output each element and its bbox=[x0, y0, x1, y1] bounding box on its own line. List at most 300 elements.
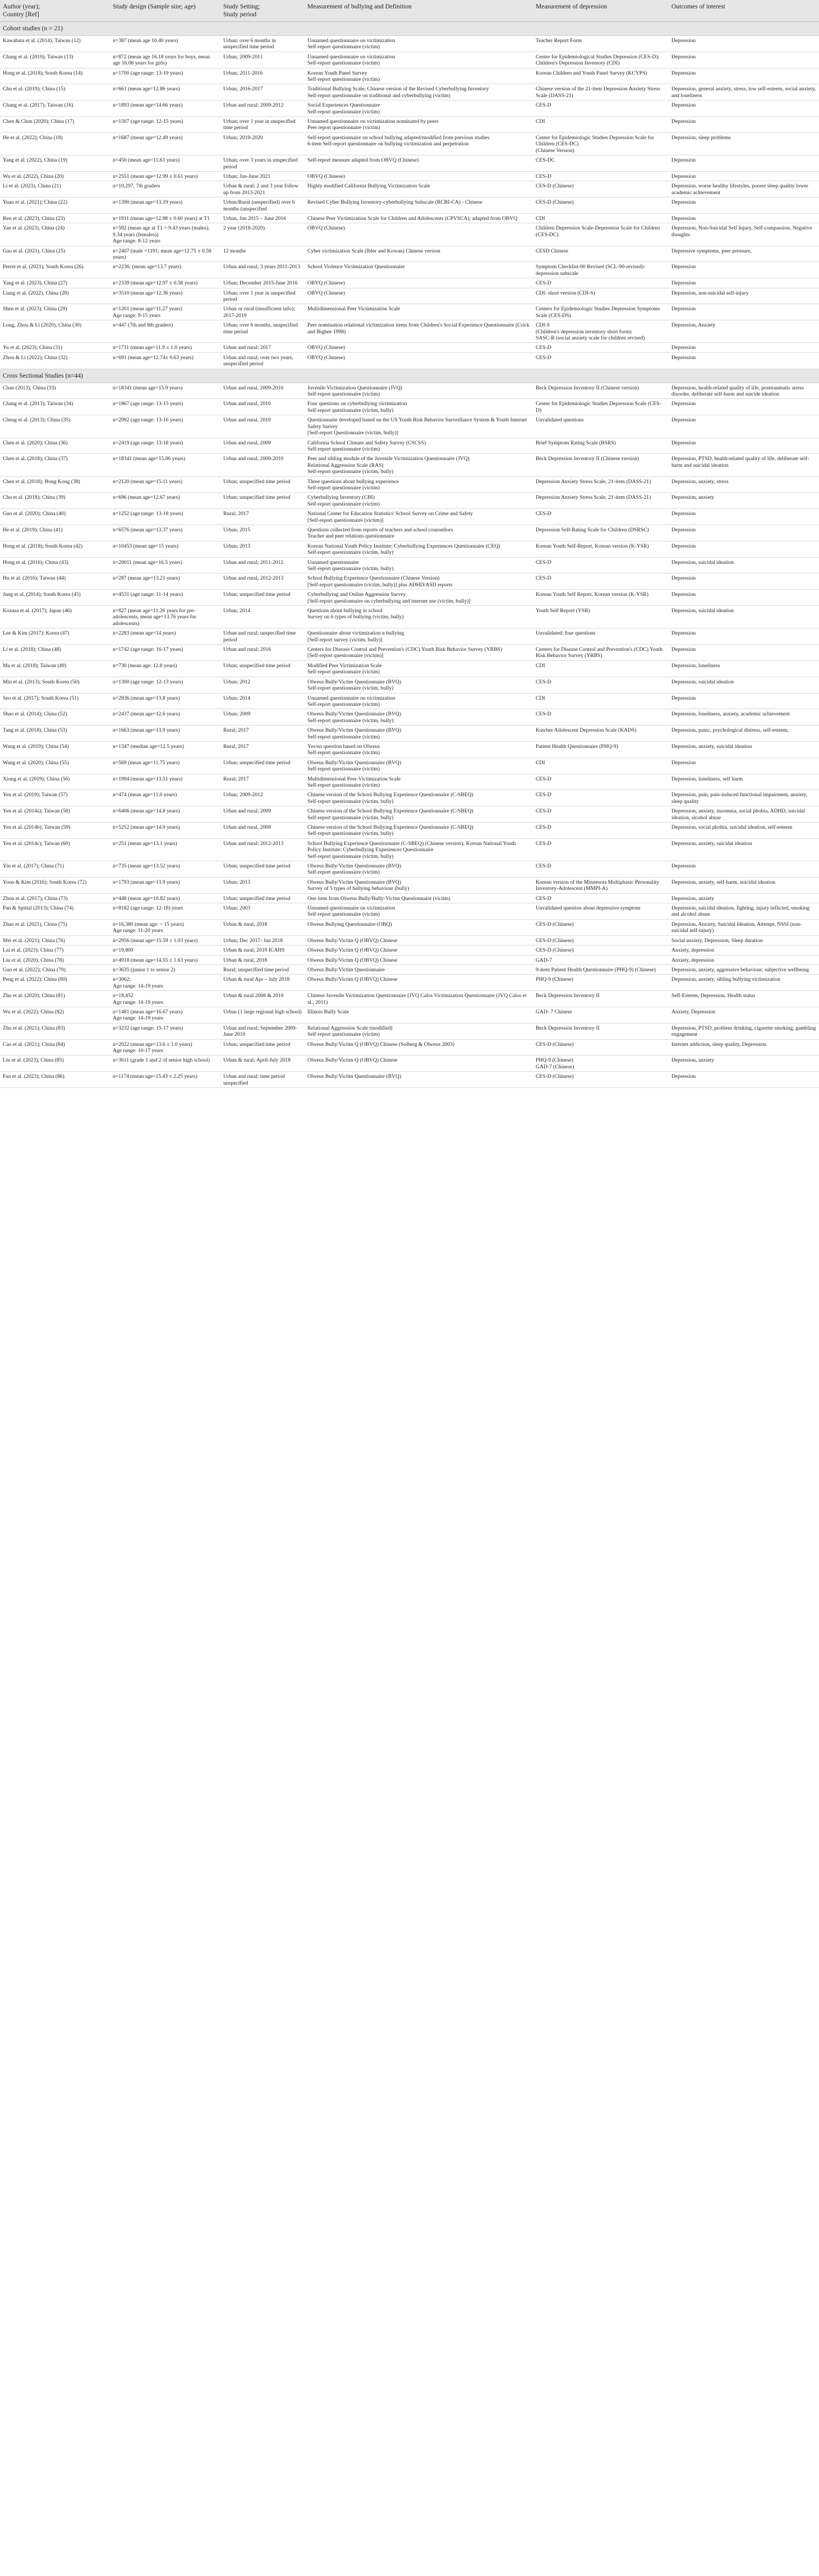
cell-outcomes: Depression, anxiety, self-harm, suicidal ideation bbox=[669, 877, 819, 893]
table-row bbox=[0, 645, 819, 661]
cell-bullying-measure: Juvenile Victimization Questionnaire (JVQ) Self-report questionnaire (victim) bbox=[305, 383, 533, 399]
cell-depression-measure: Center for Epidemiological Studies Depression (CES-D); Children's Depression Inventory (CDI) bbox=[533, 52, 669, 68]
cell-depression-measure: CDI bbox=[533, 117, 669, 133]
cell-depression-measure: CDI bbox=[533, 213, 669, 223]
cell-study-setting: Urban; 2012 bbox=[220, 677, 305, 693]
cell-author: Cao et al. (2021); China (84) bbox=[0, 1039, 110, 1055]
cell-bullying-measure: Cyber victimization Scale (Ibler and Kowan) Chinese version bbox=[305, 246, 533, 262]
cell-study-design: n=4918 (mean age=14.55 ± 1.63 years) bbox=[110, 955, 220, 965]
cell-outcomes: Depression bbox=[669, 573, 819, 590]
cell-depression-measure: Symptom Checklist-90 Revised (SCL-90-revised)-depression subscale bbox=[533, 262, 669, 278]
cell-outcomes: Depression bbox=[669, 541, 819, 557]
cell-study-setting: Rural; 2017 bbox=[220, 509, 305, 525]
cell-bullying-measure: Olweus Bully/Victim Q (OBVQ) Chinese bbox=[305, 975, 533, 991]
cell-author: Li et al. (2018); China (48) bbox=[0, 645, 110, 661]
cell-author: Liu et al. (2020); China (78) bbox=[0, 955, 110, 965]
table-row bbox=[0, 965, 819, 974]
cell-study-design: n=1700 (age range: 13-19 years) bbox=[110, 68, 220, 84]
cell-depression-measure: Unvalidated questions bbox=[533, 415, 669, 438]
cell-study-design: n=1687 (mean age=12.49 years) bbox=[110, 132, 220, 155]
table-row bbox=[0, 806, 819, 823]
cell-depression-measure: CES-D bbox=[533, 278, 669, 288]
cell-author: Pan & Spittal (2013); China (74) bbox=[0, 903, 110, 920]
cell-study-setting: Urban & rural, 2018 bbox=[220, 919, 305, 935]
cell-study-design: n=2120 (mean age=15.11 years) bbox=[110, 476, 220, 493]
cell-author: Chu et al. (2019); China (15) bbox=[0, 84, 110, 100]
cell-study-setting: Urban and rural, 2009-2010 bbox=[220, 454, 305, 476]
table-row bbox=[0, 1007, 819, 1023]
table-row bbox=[0, 741, 819, 757]
cell-study-setting: Urban; unspecified time period bbox=[220, 590, 305, 606]
cell-bullying-measure: Olweus Bully/Victim Q (OBVQ) Chinese bbox=[305, 1055, 533, 1072]
cell-study-setting: Urban; unspecified time period bbox=[220, 757, 305, 774]
cell-depression-measure: CDI bbox=[533, 660, 669, 677]
cell-depression-measure: CES-D bbox=[533, 557, 669, 573]
table-row bbox=[0, 132, 819, 155]
studies-table bbox=[0, 0, 819, 1088]
cell-outcomes: Depression bbox=[669, 278, 819, 288]
cell-study-setting: Urban; 2003 bbox=[220, 903, 305, 920]
table-row bbox=[0, 213, 819, 223]
cell-author: Lai et al. (2023); China (77) bbox=[0, 945, 110, 955]
cell-depression-measure: Unvalidated: four questions bbox=[533, 628, 669, 645]
cell-author: Yang et al. (2023), China (27) bbox=[0, 278, 110, 288]
cell-outcomes: Depression, anxiety bbox=[669, 893, 819, 903]
table-row bbox=[0, 399, 819, 415]
cell-bullying-measure: Peer and sibling module of the Juvenile Victimization Questionnaire (JVQ) Relational Aggression Scale (RAS) Self-report questionnaire (victim, bully) bbox=[305, 454, 533, 476]
cell-author: Ma et al. (2018); Taiwan (49) bbox=[0, 660, 110, 677]
cell-author: Min et al. (2013); South Korea (50) bbox=[0, 677, 110, 693]
cell-outcomes: Depression bbox=[669, 52, 819, 68]
cell-outcomes: Depression bbox=[669, 343, 819, 352]
table-row bbox=[0, 893, 819, 903]
cell-study-setting: Urban; unspecified time period bbox=[220, 493, 305, 509]
cell-study-design: n=2437 (mean age=12.6 years) bbox=[110, 709, 220, 725]
cell-study-setting: Urban; over 6 months in unspecified time period bbox=[220, 36, 305, 52]
cell-outcomes: Depression bbox=[669, 68, 819, 84]
table-body bbox=[0, 22, 819, 1088]
cell-outcomes: Depression, general anxiety, stress, low self-esteem, social anxiety, and loneliness bbox=[669, 84, 819, 100]
header-bullying-measure: Measurement of bullying and Definition bbox=[305, 0, 533, 22]
cell-bullying-measure: OBVQ (Chinese) bbox=[305, 288, 533, 304]
cell-study-setting: Urban/Rural (unspecified) over 6 months (unspecified bbox=[220, 198, 305, 214]
cell-bullying-measure: Olweus Bully/Victim Q (OBVQ) Chinese (Solberg & Olweus 2003) bbox=[305, 1039, 533, 1055]
cell-study-design: n=19,809 bbox=[110, 945, 220, 955]
header-depression-measure: Measurement of depression bbox=[533, 0, 669, 22]
cell-author: Chen et al. (2020); China (36) bbox=[0, 438, 110, 454]
section-row bbox=[0, 369, 819, 383]
cell-study-design: n=661 (mean age=12.86 years) bbox=[110, 84, 220, 100]
cell-author: Lee & Kim (2017); Korea (47) bbox=[0, 628, 110, 645]
cell-depression-measure: CES-D bbox=[533, 677, 669, 693]
table-row bbox=[0, 945, 819, 955]
cell-author: Gao et al. (2021), China (25) bbox=[0, 246, 110, 262]
cell-author: He et al. (2019); China (41) bbox=[0, 525, 110, 541]
cell-bullying-measure: Self-report questionnaire on school bullying adapted/modified from previous studies 6-item Self-report questionnaire on bullying victimization and perpetration bbox=[305, 132, 533, 155]
cell-author: Chang et al. (2019); Taiwan (13) bbox=[0, 52, 110, 68]
cell-outcomes: Depression bbox=[669, 438, 819, 454]
cell-bullying-measure: Questions about bullying in school Survey on 6 types of bullying (victim, bully) bbox=[305, 606, 533, 628]
cell-bullying-measure: OBVQ (Chinese) bbox=[305, 171, 533, 181]
cell-study-setting: Urban; December 2015-June 2016 bbox=[220, 278, 305, 288]
cell-study-design: n=10,297, 7th graders bbox=[110, 181, 220, 198]
cell-outcomes: Depression, anxiety, suicidal ideation bbox=[669, 838, 819, 861]
cell-author: Hong et al. (2018); South Korea (14) bbox=[0, 68, 110, 84]
table-row bbox=[0, 36, 819, 52]
cell-bullying-measure: OBVQ (Chinese) bbox=[305, 343, 533, 352]
cell-study-setting: Urban and rural; over two years, unspecified period bbox=[220, 352, 305, 369]
cell-bullying-measure: Illinois Bully Scale bbox=[305, 1007, 533, 1023]
table-row bbox=[0, 975, 819, 991]
cell-outcomes: Depression bbox=[669, 415, 819, 438]
cell-author: Yu et al. (2023); China (31) bbox=[0, 343, 110, 352]
cell-study-setting: Urban; unspecified time period bbox=[220, 1039, 305, 1055]
cell-author: Zhu et al. (2021); China (83) bbox=[0, 1023, 110, 1039]
cell-depression-measure: CES-D (Chinese) bbox=[533, 198, 669, 214]
cell-study-setting: 12 months bbox=[220, 246, 305, 262]
table-row bbox=[0, 383, 819, 399]
cell-study-design: n=2936 (mean age=13.8 years) bbox=[110, 693, 220, 709]
cell-study-setting: Urban & rural, 2019 ICAHS bbox=[220, 945, 305, 955]
cell-depression-measure: CES-D bbox=[533, 806, 669, 823]
cell-depression-measure: Depression Anxiety Stress Scale, 21-item (DASS-21) bbox=[533, 493, 669, 509]
table-row bbox=[0, 1072, 819, 1088]
cell-depression-measure: Korean version of the Minnesota Multiphasic Personality Inventory-Adolescent (MMPI-A) bbox=[533, 877, 669, 893]
cell-depression-measure: Children Depression Scale-Depression Scale for Children (CES-DC) bbox=[533, 223, 669, 246]
cell-outcomes: Depression bbox=[669, 1072, 819, 1088]
cell-author: Chu et al. (2018); China (39) bbox=[0, 493, 110, 509]
cell-author: Chen & Chen (2020); China (17) bbox=[0, 117, 110, 133]
table-row bbox=[0, 774, 819, 790]
cell-depression-measure: CES-D (Chinese) bbox=[533, 919, 669, 935]
cell-depression-measure: Beck Depression Inventory II (Chinese version) bbox=[533, 383, 669, 399]
cell-bullying-measure: Olweus Bully/Victim Q (OBVQ) Chinese bbox=[305, 955, 533, 965]
cell-author: Yen et al. (2019); Taiwan (57) bbox=[0, 790, 110, 806]
table-row bbox=[0, 1039, 819, 1055]
cell-outcomes: Depression, non-suicidal self-injury bbox=[669, 288, 819, 304]
cell-depression-measure: CDI bbox=[533, 693, 669, 709]
table-row bbox=[0, 320, 819, 343]
cell-outcomes: Depression, Anxiety, Suicidal Ideation, Attempt, NSSI (non-suicidal self-injury) bbox=[669, 919, 819, 935]
table-row bbox=[0, 100, 819, 117]
cell-study-design: n=1390 (age range: 12-13 years) bbox=[110, 677, 220, 693]
section-title: Cohort studies (n = 21) bbox=[0, 22, 819, 36]
cell-author: Yen et al. (2014a); Taiwan (58) bbox=[0, 806, 110, 823]
cell-bullying-measure: Highly modified California Bullying Victimization Scale bbox=[305, 181, 533, 198]
cell-author: Yin et al. (2017); China (71) bbox=[0, 861, 110, 878]
cell-bullying-measure: Self-report measure adapted from OBVQ (Chinese) bbox=[305, 155, 533, 172]
cell-study-design: n=2339 (mean age=12.97 ± 0.58 years) bbox=[110, 278, 220, 288]
cell-study-setting: Urban and rural; 3 years 2011-2013 bbox=[220, 262, 305, 278]
table-row bbox=[0, 903, 819, 920]
cell-depression-measure: Beck Depression Inventory II (Chinese version) bbox=[533, 454, 669, 476]
table-row bbox=[0, 262, 819, 278]
cell-bullying-measure: California School Climate and Safety Survey (CSCSS) Self-report questionnaire (victim) bbox=[305, 438, 533, 454]
cell-bullying-measure: School Violence Victimization Questionnaire bbox=[305, 262, 533, 278]
cell-study-design: n=3232 (age range: 15-17 years) bbox=[110, 1023, 220, 1039]
table-row bbox=[0, 246, 819, 262]
cell-study-design: n=450 (mean age=11.63 years) bbox=[110, 155, 220, 172]
table-row bbox=[0, 1055, 819, 1072]
cell-study-design: n=287 (mean age=13.21 years) bbox=[110, 573, 220, 590]
cell-study-setting: Urban; 2011-2016 bbox=[220, 68, 305, 84]
cell-depression-measure: CES-D (Chinese) bbox=[533, 935, 669, 945]
table-row bbox=[0, 877, 819, 893]
cell-study-design: n=2022 (mean age=13.6 ± 1.0 years) Age range: 10-17 years bbox=[110, 1039, 220, 1055]
table-row bbox=[0, 1023, 819, 1039]
table-row bbox=[0, 677, 819, 693]
cell-study-setting: Urban and rural; 2009-2012 bbox=[220, 100, 305, 117]
cell-depression-measure: CESD Chinese bbox=[533, 246, 669, 262]
table-row bbox=[0, 155, 819, 172]
cell-outcomes: Depression bbox=[669, 628, 819, 645]
cell-bullying-measure: National Center for Education Statistics' School Survey on Crime and Safety [Self-report questionnaire (victim)] bbox=[305, 509, 533, 525]
cell-author: Liu et al. (2023); China (85) bbox=[0, 1055, 110, 1072]
cell-author: Liang et al. (2022), China (28) bbox=[0, 288, 110, 304]
cell-outcomes: Self-Esteem, Depression, Health status bbox=[669, 991, 819, 1007]
table-header bbox=[0, 0, 819, 22]
header-study-design: Study design (Sample size; age) bbox=[110, 0, 220, 22]
cell-outcomes: Depression bbox=[669, 757, 819, 774]
cell-depression-measure: CES-D (Chinese) bbox=[533, 1039, 669, 1055]
cell-study-setting: Urban and rural, 2010 bbox=[220, 399, 305, 415]
cell-bullying-measure: OBVQ (Chinese) bbox=[305, 223, 533, 246]
cell-study-setting: Urban & rural Apr – July 2018 bbox=[220, 975, 305, 991]
cell-study-setting: Urban (1 large regional high school) bbox=[220, 1007, 305, 1023]
cell-outcomes: Depression, anxiety bbox=[669, 493, 819, 509]
cell-study-setting: Urban; 2009-2012 bbox=[220, 790, 305, 806]
cell-outcomes: Depression, health-related quality of life, posttraumatic stress disorder, deliberate self-harm and suicide ideation bbox=[669, 383, 819, 399]
cell-study-setting: Urban; unspecified time period bbox=[220, 893, 305, 903]
cell-author: Chang et al. (2017); Taiwan (16) bbox=[0, 100, 110, 117]
cell-study-design: n=3510 (mean age=12.36 years) bbox=[110, 288, 220, 304]
cell-outcomes: Depression, anxiety, insomnia, social phobia, ADHD, suicidal ideation, alcohol abuse bbox=[669, 806, 819, 823]
cell-study-design: n=448 (mean age=10.82 years) bbox=[110, 893, 220, 903]
cell-study-setting: Urban and rural; 2011-2012 bbox=[220, 557, 305, 573]
table-row bbox=[0, 304, 819, 320]
table-row bbox=[0, 84, 819, 100]
cell-study-design: n=5252 (mean age=14.9 years) bbox=[110, 823, 220, 839]
cell-depression-measure: Beck Depression Inventory II bbox=[533, 991, 669, 1007]
table-row bbox=[0, 509, 819, 525]
cell-author: Yuan et al. (2021); China (22) bbox=[0, 198, 110, 214]
cell-study-design: n=872 (mean age 16.18 years for boys, mean age 16.08 years for girls) bbox=[110, 52, 220, 68]
cell-bullying-measure: Yes/no question based on Olweus Self-report questionnaire (victim) bbox=[305, 741, 533, 757]
cell-study-setting: Urban and rural, 2010 bbox=[220, 415, 305, 438]
cell-outcomes: Depression, loneliness, anxiety, academic achievement bbox=[669, 709, 819, 725]
cell-study-setting: Urban & rural; April-July 2018 bbox=[220, 1055, 305, 1072]
cell-outcomes: Depression, panic, psychological distress, self-esteem, bbox=[669, 725, 819, 742]
cell-study-setting: Urban; 2016-2017 bbox=[220, 84, 305, 100]
cell-outcomes: Depression, PTSD, problem drinking, cigarette smoking, gambling engagement bbox=[669, 1023, 819, 1039]
cell-study-design: n=2551 (mean age=12.99 ± 0.61 years) bbox=[110, 171, 220, 181]
cell-study-setting: Urban; 2015 bbox=[220, 525, 305, 541]
cell-depression-measure: CES-D bbox=[533, 838, 669, 861]
cell-study-design: n=1711 (mean age=11.9 ± 1.0 years) bbox=[110, 343, 220, 352]
cell-bullying-measure: Olweus Bully/Victim Questionnaire (BVQ) Self-report questionnaire (victim) bbox=[305, 757, 533, 774]
table-row bbox=[0, 991, 819, 1007]
cell-bullying-measure: Peer nomination relational victimization items from Children's Social Experience Questionnaire (Crick and Bigbee 1998) bbox=[305, 320, 533, 343]
cell-outcomes: Depression bbox=[669, 590, 819, 606]
cell-author: Peng et al. (2022); China (80) bbox=[0, 975, 110, 991]
table-row bbox=[0, 757, 819, 774]
cell-study-design: n=735 (mean age=13.52 years) bbox=[110, 861, 220, 878]
cell-depression-measure: CDI-S (Children's depression inventory short form) SASC-R (social anxiety scale for children revised) bbox=[533, 320, 669, 343]
cell-study-setting: Urban & rural 2008 & 2010 bbox=[220, 991, 305, 1007]
cell-author: He et al. (2022); China (18) bbox=[0, 132, 110, 155]
table-row bbox=[0, 935, 819, 945]
table-row bbox=[0, 660, 819, 677]
table-row bbox=[0, 861, 819, 878]
cell-outcomes: Depression, sleep problems bbox=[669, 132, 819, 155]
cell-study-design: n=691 (mean age=12.74± 0.63 years) bbox=[110, 352, 220, 369]
cell-study-setting: Urban and rural; unspecified time period bbox=[220, 628, 305, 645]
table-row bbox=[0, 709, 819, 725]
cell-author: Fan et al. (2023); China (86) bbox=[0, 1072, 110, 1088]
cell-outcomes: Social anxiety, Depression, Sleep duration bbox=[669, 935, 819, 945]
cell-study-setting: Urban; over 3 years in unspecified period bbox=[220, 155, 305, 172]
cell-study-design: n=1174 (mean age=15.43 ± 2.25 years) bbox=[110, 1072, 220, 1088]
cell-outcomes: Anxiety, depression bbox=[669, 945, 819, 955]
cell-outcomes: Depression bbox=[669, 304, 819, 320]
cell-outcomes: Depression bbox=[669, 36, 819, 52]
cell-study-design: n=1742 (age range: 16-17 years) bbox=[110, 645, 220, 661]
table-row bbox=[0, 725, 819, 742]
cell-study-design: n=18341 (mean age=15.9 years) bbox=[110, 383, 220, 399]
table-row bbox=[0, 454, 819, 476]
cell-depression-measure: Teacher Report Form bbox=[533, 36, 669, 52]
cell-author: Hong et al. (2016); China (43) bbox=[0, 557, 110, 573]
cell-author: Zhao et al. (2021), China (75) bbox=[0, 919, 110, 935]
cell-author: Shen et al. (2023); China (29) bbox=[0, 304, 110, 320]
cell-study-setting: Urban & rural; 2 and 3 year follow up from 2013-2021 bbox=[220, 181, 305, 198]
cell-depression-measure: CES-D bbox=[533, 893, 669, 903]
cell-bullying-measure: Questionnaire about victimization n bullying [Self-report survey (victim, bully)] bbox=[305, 628, 533, 645]
cell-bullying-measure: Olweus Bully/Victim Questionnaire (BVQ) Survey of 5 types of bullying behaviour (bully) bbox=[305, 877, 533, 893]
cell-outcomes: Depression bbox=[669, 213, 819, 223]
cell-outcomes: Depression bbox=[669, 155, 819, 172]
cell-outcomes: Depression, pain, pain-induced functional impairment, anxiety, sleep quality bbox=[669, 790, 819, 806]
cell-outcomes: Depression bbox=[669, 861, 819, 878]
cell-study-setting: Urban and rural; 2017 bbox=[220, 343, 305, 352]
cell-bullying-measure: Olweus Bully/Victim Q (OBVQ) Chinese bbox=[305, 945, 533, 955]
cell-bullying-measure: Olweus Bully/Victim Questionnaire bbox=[305, 965, 533, 974]
cell-author: Zhu et al. (2020); China (81) bbox=[0, 991, 110, 1007]
cell-study-design: n=16,380 (mean age: ~ 15 years) Age range: 11-20 years bbox=[110, 919, 220, 935]
cell-bullying-measure: Traditional Bullying Scale; Chinese version of the Revised Cyberbullying Inventory Self-report questionnaire on traditional and cyberbullying (victim) bbox=[305, 84, 533, 100]
section-title: Cross Sectional Studies (n=44) bbox=[0, 369, 819, 383]
cell-author: Chang et al. (2013); Taiwan (34) bbox=[0, 399, 110, 415]
cell-study-design: n=447 (7th and 8th graders) bbox=[110, 320, 220, 343]
cell-study-design: n=6576 (mean age=13.37 years) bbox=[110, 525, 220, 541]
cell-depression-measure: Depression Anxiety Stress Scale, 21-item (DASS-21) bbox=[533, 476, 669, 493]
cell-bullying-measure: Korean National Youth Policy Institute; Cyberbullying Experiences Questionnaire (CEQ) Self-report questionnaire (victim, bully) bbox=[305, 541, 533, 557]
cell-author: Hong et al. (2018); South Korea (42) bbox=[0, 541, 110, 557]
cell-study-setting: Urban and rural, 2009 bbox=[220, 823, 305, 839]
cell-bullying-measure: Multidimensional Peer Victimization Scale bbox=[305, 304, 533, 320]
cell-study-design: n=1793 (mean age=13.9 years) bbox=[110, 877, 220, 893]
cell-bullying-measure: Chinese Peer Victimization Scale for Children and Adolescents (CPVSCA); adapted from OBVQ bbox=[305, 213, 533, 223]
table-row bbox=[0, 823, 819, 839]
cell-outcomes: Depression bbox=[669, 171, 819, 181]
cell-depression-measure: CES-D bbox=[533, 790, 669, 806]
cell-author: Yen et al. (2014b); Taiwan (59) bbox=[0, 823, 110, 839]
cell-depression-measure: Youth Self Report (YSR) bbox=[533, 606, 669, 628]
cell-bullying-measure: Multidimensional Peer-Victimization Scale Self-report questionnaire (victim) bbox=[305, 774, 533, 790]
header-author: Author (year); Country [Ref] bbox=[0, 0, 110, 22]
cell-depression-measure: Korean Children and Youth Panel Survey (KCYPS) bbox=[533, 68, 669, 84]
cell-study-design: n=1994 (mean age=13.51 years) bbox=[110, 774, 220, 790]
cell-study-design: n=2236; (mean age=13.7 years) bbox=[110, 262, 220, 278]
cell-bullying-measure: Cyberbullying and Online Aggression Survey [Self-report questionnaire on cyberbullying and internet use (victim, bully)] bbox=[305, 590, 533, 606]
cell-study-design: n=387 (mean age 10.40 years) bbox=[110, 36, 220, 52]
cell-study-design: n=1911 (mean age=12.98 ± 0.60 years) at T1 bbox=[110, 213, 220, 223]
cell-author: Zhou et al. (2017); China (73) bbox=[0, 893, 110, 903]
cell-bullying-measure: School Bullying Experience Questionnaire (Chinese Version) [Self-report questionnaire (victim, bully)] plus ADHD/ASD reports bbox=[305, 573, 533, 590]
cell-outcomes: Depression, suicidal ideation bbox=[669, 557, 819, 573]
table-row bbox=[0, 693, 819, 709]
cell-depression-measure: Center for Epidemiologic Studies Depression Scale for Children (CES-DC) (Chinese Version) bbox=[533, 132, 669, 155]
cell-study-setting: Urban; 2014 bbox=[220, 606, 305, 628]
cell-bullying-measure: Chinese version of the School Bullying Experience Questionnaire (C-SBEQ) Self-report questionnaire (victim, bully) bbox=[305, 806, 533, 823]
cell-study-setting: Urban; unspecified time period bbox=[220, 660, 305, 677]
cell-study-design: n=1867 (age range: 13-15 years) bbox=[110, 399, 220, 415]
cell-author: Wu et al. (2022), China (20) bbox=[0, 171, 110, 181]
cell-author: Mei et al. (2021); China (76) bbox=[0, 935, 110, 945]
cell-depression-measure: Depression Self-Rating Scale for Children (DSRSC) bbox=[533, 525, 669, 541]
table-row bbox=[0, 171, 819, 181]
cell-depression-measure: CES-D bbox=[533, 861, 669, 878]
cell-outcomes: Depression, suicidal ideation bbox=[669, 606, 819, 628]
cell-depression-measure: Brief Symptom Rating Scale (BSRS) bbox=[533, 438, 669, 454]
cell-study-setting: Urban; over 1 year in unspecified period bbox=[220, 288, 305, 304]
cell-author: Chen et al. (2018); Hong Kong (38) bbox=[0, 476, 110, 493]
cell-bullying-measure: Chinese version of the School Bullying Experience Questionnaire (C-SBEQ) Self-report questionnaire (victim, bully) bbox=[305, 823, 533, 839]
cell-depression-measure: CES-D (Chinese) bbox=[533, 181, 669, 198]
cell-study-design: n=6406 (mean age=14.8 years) bbox=[110, 806, 220, 823]
cell-author: Kozasa et al. (2017); Japan (46) bbox=[0, 606, 110, 628]
cell-outcomes: Depression, Anxiety bbox=[669, 320, 819, 343]
cell-study-design: n=1481 (mean age=16.67 years) Age range: 14-19 years bbox=[110, 1007, 220, 1023]
cell-outcomes: Depression bbox=[669, 198, 819, 214]
cell-author: Wang et al. (2020); China (55) bbox=[0, 757, 110, 774]
cell-author: Guo et al. (2022); China (79) bbox=[0, 965, 110, 974]
cell-bullying-measure: Centers for Disease Control and Prevention's (CDC) Youth Risk Behavior Survey (YRBS) [Self-report questionnaire (victim)] bbox=[305, 645, 533, 661]
cell-depression-measure: CES-D bbox=[533, 352, 669, 369]
cell-study-setting: Urban; 2019-2020 bbox=[220, 132, 305, 155]
cell-study-setting: Urban and rural; 2009 bbox=[220, 806, 305, 823]
cell-bullying-measure: Unnamed questionnaire on victimization Self-report questionnaire (victim) bbox=[305, 52, 533, 68]
cell-bullying-measure: Relational Aggression Scale (modified) Self-report questionnaire (victim) bbox=[305, 1023, 533, 1039]
cell-author: Yan et al. (2023), China (24) bbox=[0, 223, 110, 246]
cell-bullying-measure: Olweus Bully/Victim Questionnaire (BVQ) Self-report questionnaire (victim, bully) bbox=[305, 709, 533, 725]
table-row bbox=[0, 919, 819, 935]
cell-study-design: n=2283 (mean age=14 years) bbox=[110, 628, 220, 645]
cell-depression-measure: GAD- 7 Chinese bbox=[533, 1007, 669, 1023]
cell-bullying-measure: Unnamed questionnaire Self-report questionnaire (victim, bully) bbox=[305, 557, 533, 573]
cell-study-design: n=592 (mean age at T1 = 9.43 years (males); 9.34 years (females)) Age range: 8-12 years bbox=[110, 223, 220, 246]
cell-bullying-measure: Olweus Bullying Questionnaire (OBQ) bbox=[305, 919, 533, 935]
cell-outcomes: Depressive symptoms, peer pressure, bbox=[669, 246, 819, 262]
cell-depression-measure: Kutcher Adolescent Depression Scale (KADS) bbox=[533, 725, 669, 742]
cell-bullying-measure: OBVQ (Chinese) bbox=[305, 352, 533, 369]
cell-study-setting: Urban and rural; 2012-2013 bbox=[220, 838, 305, 861]
cell-depression-measure: CDI bbox=[533, 757, 669, 774]
cell-bullying-measure: Unnamed questionnaire on victimization nominated by peers Peer report questionnaire (victim) bbox=[305, 117, 533, 133]
cell-bullying-measure: Questions collected from reports of teachers and school counsellors Teacher and peer relations questionnaire bbox=[305, 525, 533, 541]
cell-depression-measure: CES-D bbox=[533, 343, 669, 352]
cell-study-design: n=696 (mean age=12.67 years) bbox=[110, 493, 220, 509]
